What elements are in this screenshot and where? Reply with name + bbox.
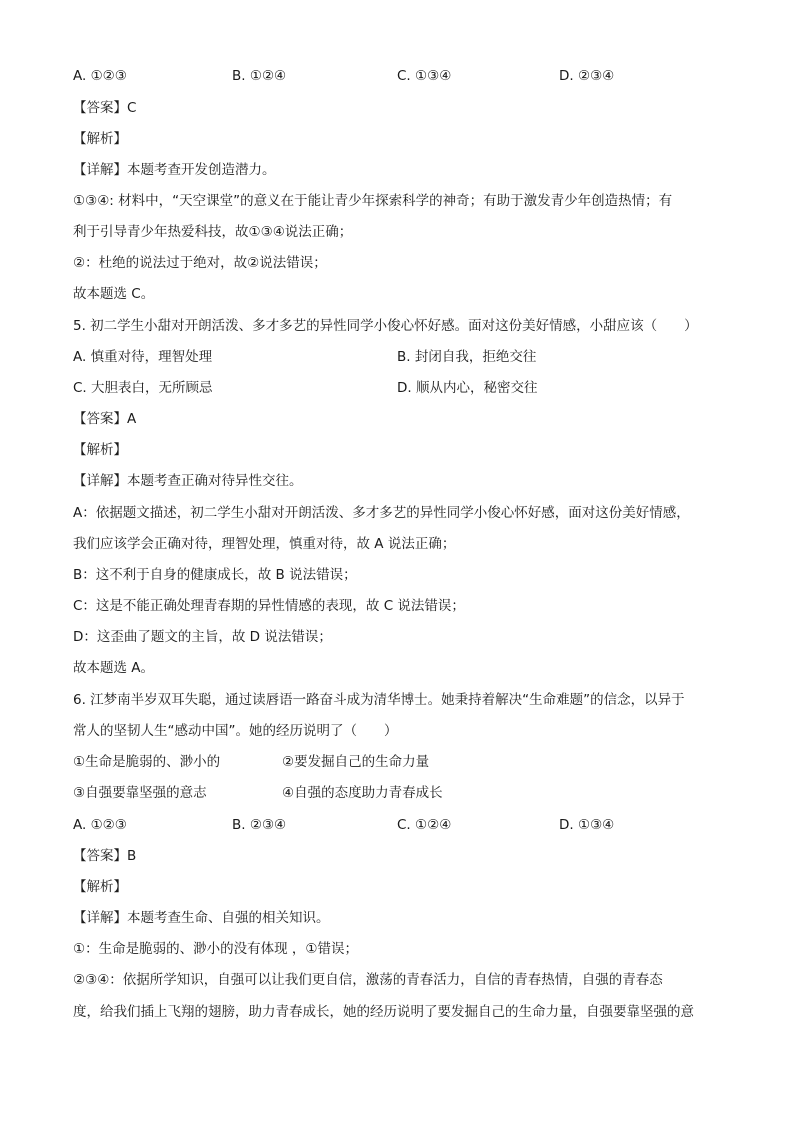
q6-statement-4: ④自强的态度助力青春成长	[282, 785, 443, 801]
q5-explanation-c: C：这是不能正确处理青春期的异性情感的表现，故 C 说法错误；	[73, 598, 465, 614]
q5-explanation-b: B：这不利于自身的健康成长，故 B 说法错误；	[73, 567, 357, 583]
q4-explanation-2: ②：杜绝的说法过于绝对，故②说法错误；	[73, 255, 327, 271]
q4-answer	[73, 98, 723, 118]
detail-text: 本题考查正确对待异性交往。	[127, 473, 303, 489]
q4-analysis-heading: 【解析】	[73, 131, 127, 147]
q5-answer	[73, 409, 723, 429]
q6-answer	[73, 846, 723, 866]
q6-explanation-1: ①：生命是脆弱的、渺小的没有体现 ，①错误；	[73, 941, 358, 957]
answer-value: C	[127, 100, 137, 116]
q5-explanation-a1: A：依据题文描述，初二学生小甜对开朗活泼、多才多艺的异性同学小俊心怀好感，面对这份美好情感，	[73, 505, 690, 521]
detail-text: 本题考查开发创造潜力。	[127, 162, 276, 178]
q6-option-c: C. ①②④	[397, 817, 452, 833]
q5-option-c: C. 大胆表白，无所顾忌	[73, 380, 213, 396]
q5-explanation-d: D：这歪曲了题文的主旨，故 D 说法错误；	[73, 629, 332, 645]
q6-detail	[73, 908, 723, 928]
q6-statement-3: ③自强要靠坚强的意志	[73, 785, 207, 801]
q5-option-d: D. 顺从内心，秘密交往	[397, 380, 538, 396]
q6-explanation-2a: ②③④：依据所学知识，自强可以让我们更自信，激荡的青春活力，自信的青春热情，自强的青春态	[73, 972, 663, 988]
q4-explanation-1a: ①③④: 材料中，“天空课堂”的意义在于能让青少年探索科学的神奇；有助于激发青少年创造热情；有	[73, 193, 673, 209]
answer-tag: 【答案】	[73, 848, 127, 864]
q6-option-a: A. ①②③	[73, 817, 127, 833]
q6-statements-row-2	[73, 783, 723, 803]
answer-tag: 【答案】	[73, 100, 127, 116]
q5-conclusion: 故本题选 A。	[73, 660, 155, 676]
q5-options-row-2	[73, 378, 723, 398]
detail-tag: 【详解】	[73, 473, 127, 489]
q6-statement-1: ①生命是脆弱的、渺小的	[73, 754, 221, 770]
q4-option-c: C. ①③④	[397, 68, 452, 84]
q6-explanation-2b: 度，给我们插上飞翔的翅膀，助力青春成长，她的经历说明了要发掘自己的生命力量，自强要靠坚强的意	[73, 1004, 694, 1020]
detail-tag: 【详解】	[73, 162, 127, 178]
q6-stem-line-2: 常人的坚韧人生“感动中国”。她的经历说明了（ ）	[73, 723, 398, 739]
q4-explanation-1b: 利于引导青少年热爱科技，故①③④说法正确；	[73, 224, 353, 240]
q6-option-d: D. ①③④	[559, 817, 615, 833]
q5-option-b: B. 封闭自我，拒绝交往	[397, 349, 537, 365]
q6-stem-line-1: 6. 江梦南半岁双耳失聪，通过读唇语一路奋斗成为清华博士。她秉持着解决“生命难题”的信念，以异于	[73, 692, 685, 708]
q4-conclusion: 故本题选 C。	[73, 286, 155, 302]
q4-option-a: A. ①②③	[73, 68, 127, 84]
detail-tag: 【详解】	[73, 910, 127, 926]
q6-statements-row-1	[73, 752, 723, 772]
q6-analysis-heading: 【解析】	[73, 879, 127, 895]
answer-tag: 【答案】	[73, 411, 127, 427]
q5-options-row-1	[73, 347, 723, 367]
answer-value: A	[127, 411, 137, 427]
q6-options	[73, 815, 723, 835]
q5-explanation-a2: 我们应该学会正确对待，理智处理，慎重对待，故 A 说法正确；	[73, 536, 456, 552]
q4-detail	[73, 160, 723, 180]
detail-text: 本题考查生命、自强的相关知识。	[127, 910, 330, 926]
q5-analysis-heading: 【解析】	[73, 442, 127, 458]
q5-stem: 5. 初二学生小甜对开朗活泼、多才多艺的异性同学小俊心怀好感。面对这份美好情感，小甜应该（ ）	[73, 318, 698, 334]
q4-option-d: D. ②③④	[559, 68, 615, 84]
q6-option-b: B. ②③④	[232, 817, 287, 833]
q4-option-b: B. ①②④	[232, 68, 287, 84]
q5-detail	[73, 471, 723, 491]
q5-option-a: A. 慎重对待，理智处理	[73, 349, 213, 365]
answer-value: B	[127, 848, 137, 864]
q4-options	[73, 66, 723, 86]
q6-statement-2: ②要发掘自己的生命力量	[282, 754, 430, 770]
